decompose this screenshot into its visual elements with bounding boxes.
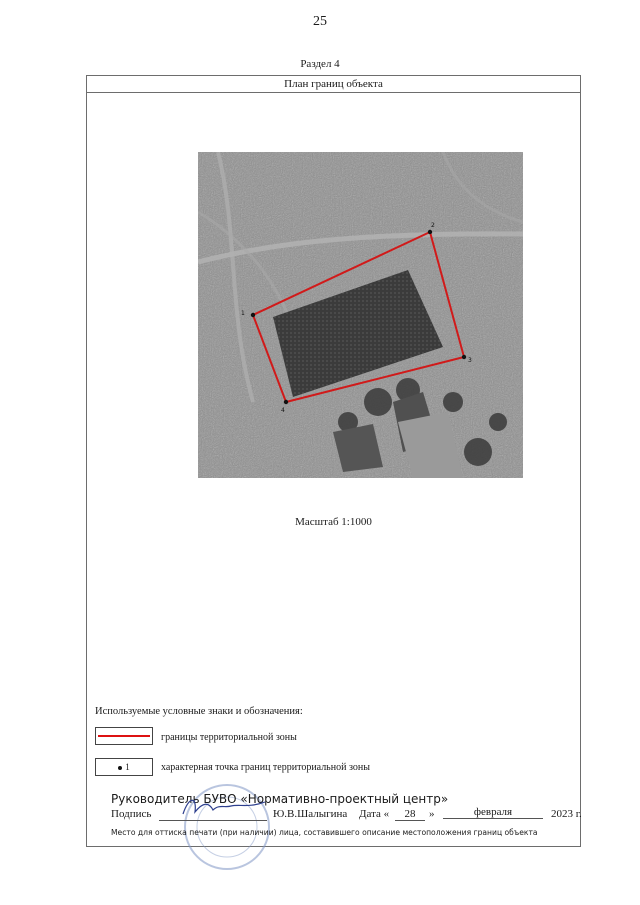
boundary-point (462, 355, 466, 359)
sign-label: Подпись (111, 808, 152, 820)
date-month: февраля (443, 806, 543, 819)
page-number: 25 (313, 14, 327, 29)
aerial-map-image (198, 152, 523, 478)
plan-frame (86, 75, 581, 847)
boundary-point (251, 313, 255, 317)
date-quote-close: » (429, 808, 435, 820)
boundary-point (428, 230, 432, 234)
point-label: 4 (281, 407, 285, 414)
legend-point-symbol (95, 758, 153, 776)
point-label: 1 (241, 310, 245, 317)
legend-boundary-label: границы территориальной зоны (161, 732, 297, 743)
boundary-point (284, 400, 288, 404)
legend-point-number: 1 (125, 762, 130, 772)
stamp-note: Место для оттиска печати (при наличии) лица, составившего описание местоположения границ объекта (111, 828, 538, 837)
scale-text: Масштаб 1:1000 (295, 516, 372, 528)
handwritten-signature (179, 794, 269, 818)
legend-point-label: характерная точка границ территориальной зоны (161, 762, 370, 773)
legend-boundary-symbol (95, 727, 153, 745)
director-line: Руководитель БУВО «Нормативно-проектный центр» (111, 792, 449, 806)
point-dot-icon (118, 766, 122, 770)
date-day: 28 (395, 808, 425, 821)
section-label: Раздел 4 (300, 58, 340, 70)
signer-name: Ю.В.Шалыгина (273, 808, 348, 820)
point-label: 2 (431, 222, 435, 229)
legend-title: Используемые условные знаки и обозначения: (95, 706, 303, 717)
date-label: Дата « (359, 808, 390, 820)
date-year: 2023 г. (551, 808, 582, 820)
frame-title: План границ объекта (87, 76, 580, 93)
point-label: 3 (468, 357, 472, 364)
